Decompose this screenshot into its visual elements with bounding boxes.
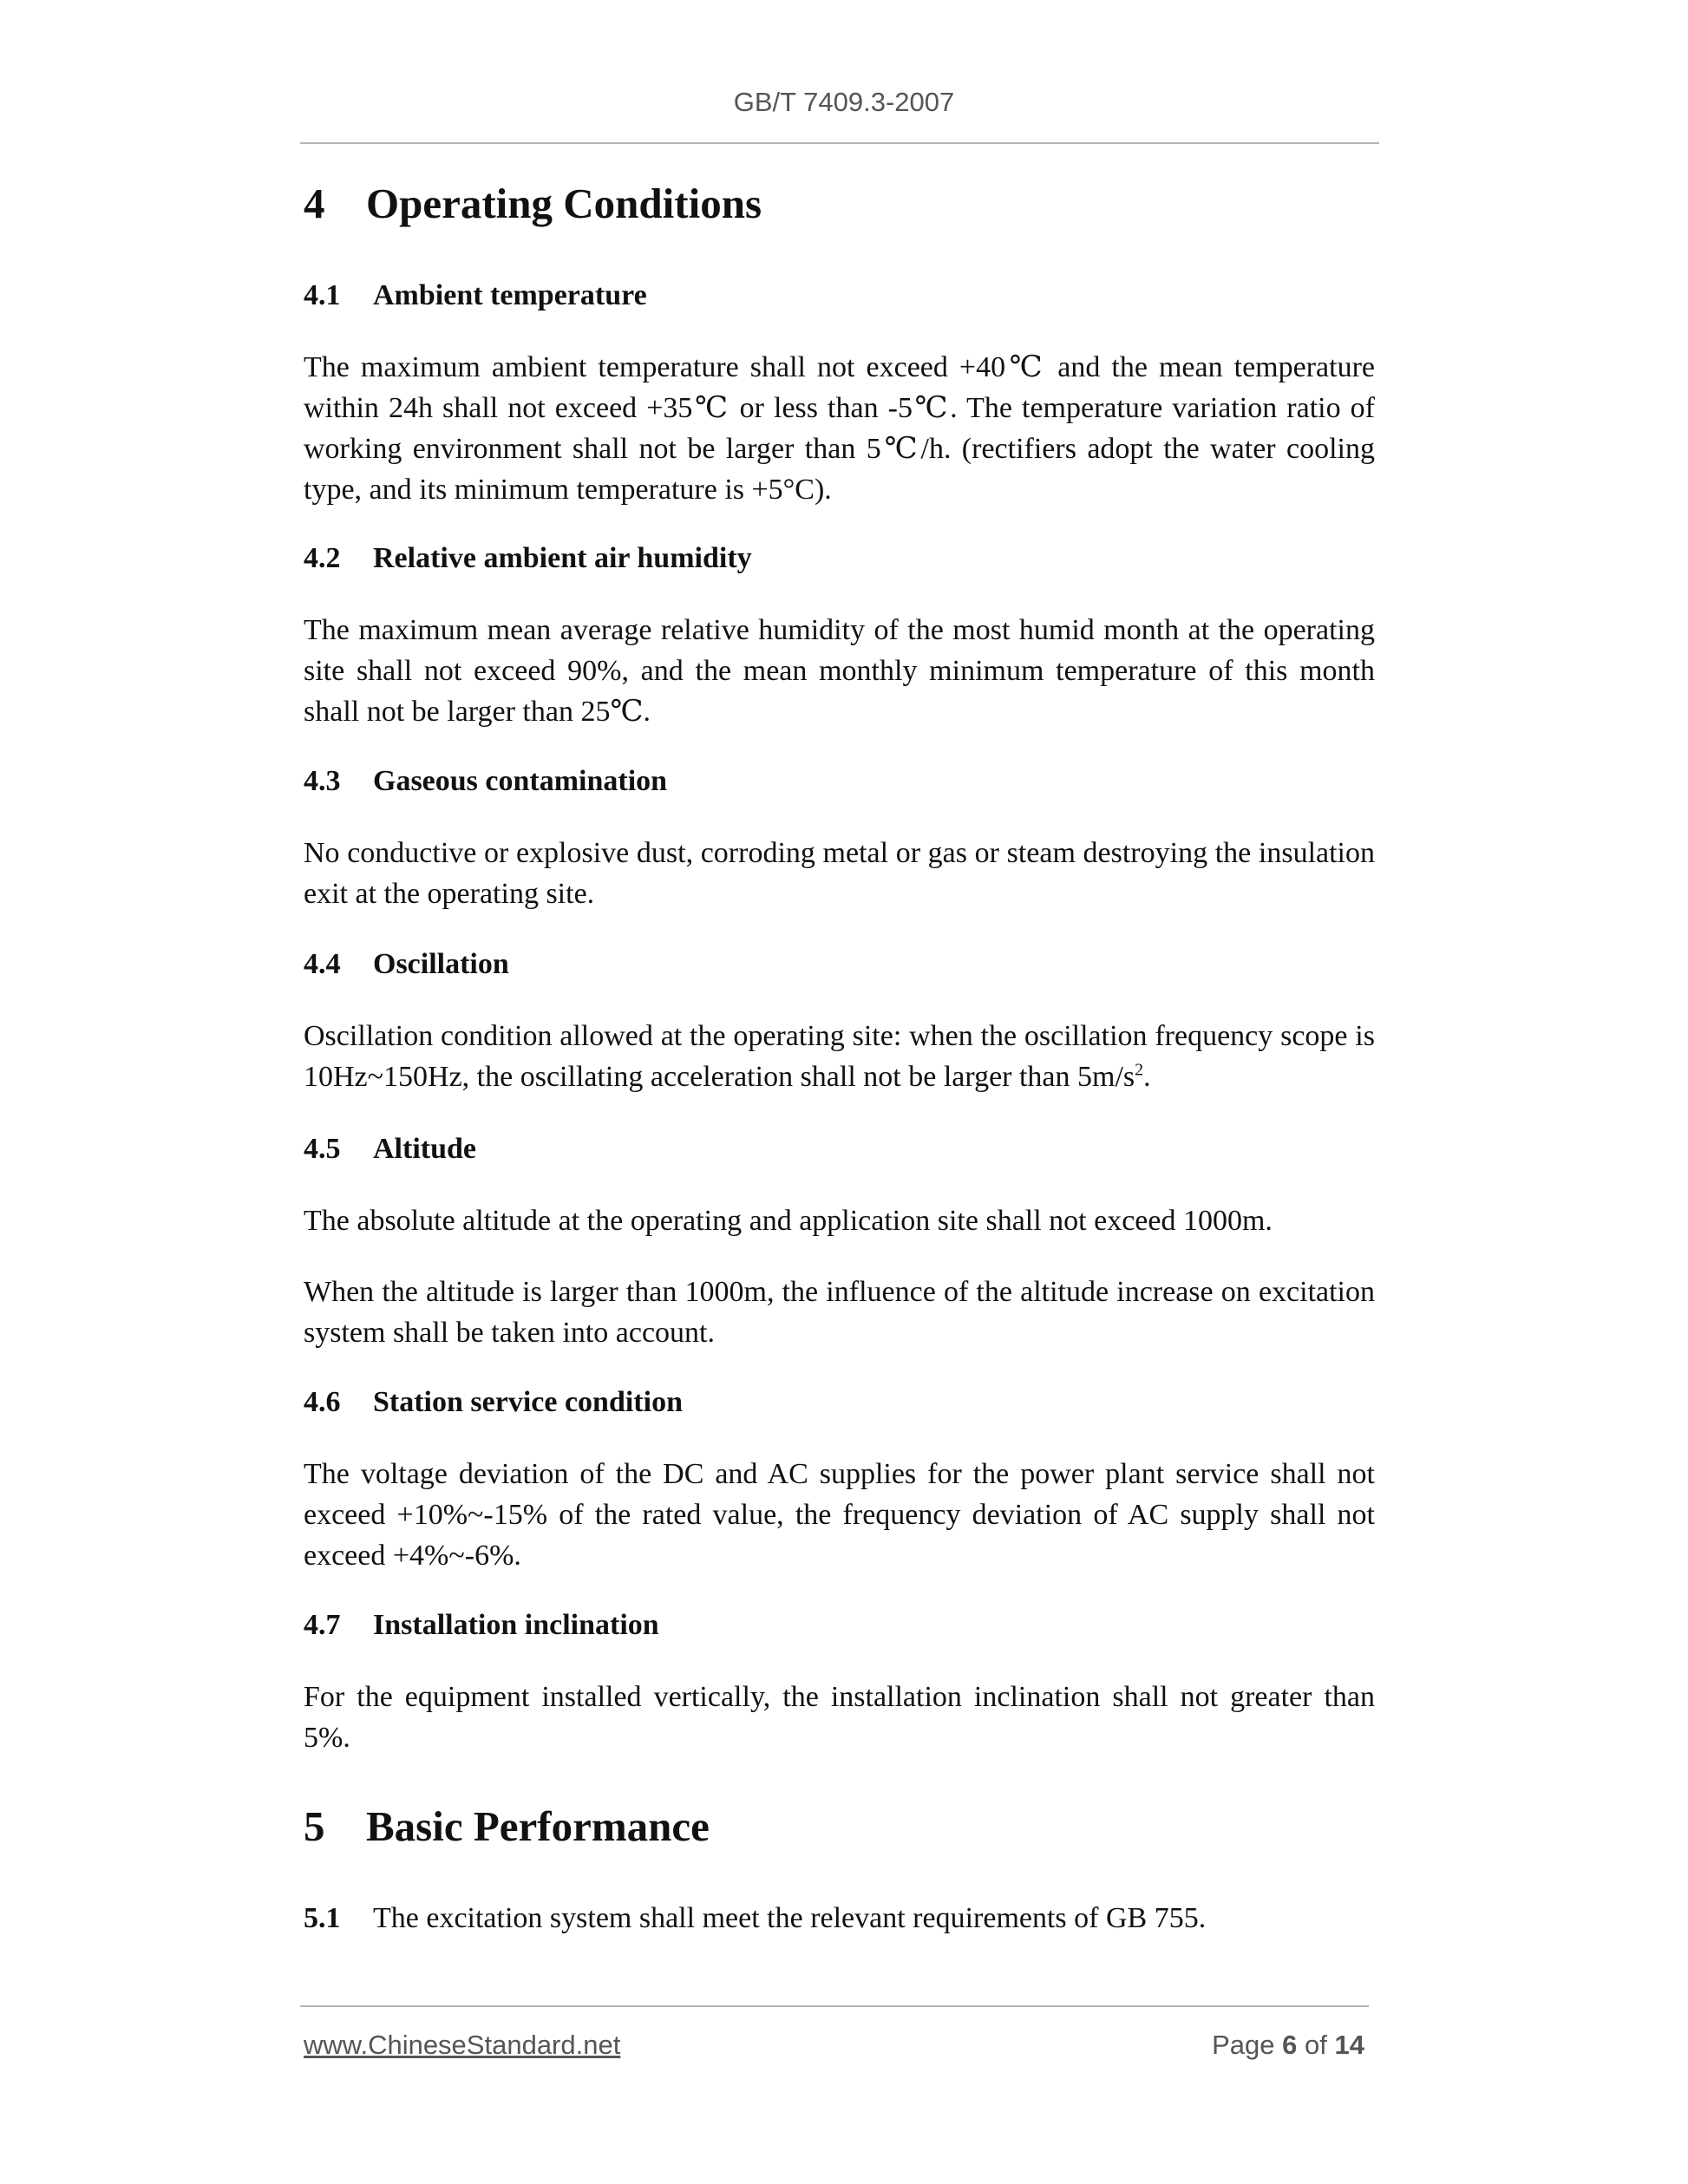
website-link[interactable]: www.ChineseStandard.net	[304, 2030, 621, 2060]
superscript-exponent: 2	[1135, 1060, 1144, 1080]
subsection-title: Oscillation	[373, 948, 509, 980]
section-5-heading	[304, 1801, 710, 1851]
section-4-heading	[304, 179, 762, 228]
page-word: Page	[1212, 2030, 1275, 2060]
clause-number: 5.1	[304, 1902, 341, 1934]
subsection-4-3-heading	[304, 765, 667, 798]
subsection-number: 4.1	[304, 279, 341, 311]
subsection-title: Relative ambient air humidity	[373, 542, 752, 574]
subsection-number: 4.7	[304, 1609, 341, 1641]
subsection-number: 4.2	[304, 542, 341, 574]
section-title: Basic Performance	[366, 1802, 710, 1850]
footer-divider	[300, 2005, 1369, 2007]
station-service-paragraph: The voltage deviation of the DC and AC supplies for the power plant service shall not exceed +10%~-15% of the rated value, the frequency deviation of AC supply shall not exceed +4%~-6%.	[304, 1458, 1375, 1572]
subsection-number: 4.6	[304, 1386, 341, 1418]
page-current: 6	[1282, 2030, 1298, 2060]
subsection-4-5-heading	[304, 1133, 476, 1166]
subsection-number: 4.4	[304, 948, 341, 980]
subsection-4-7-heading	[304, 1609, 659, 1642]
subsection-number: 4.5	[304, 1133, 341, 1165]
ambient-temperature-paragraph: The maximum ambient temperature shall not exceed +40℃ and the mean temperature within 24h shall not exceed +35℃ or less than -5℃. The temperature variation ratio of working environment shall not be larger than 5℃/h. (rectifiers adopt the water cooling type, and its minimum temperature is +5°C).	[304, 351, 1375, 506]
altitude-paragraph-1: The absolute altitude at the operating and application site shall not exceed 1000m.	[304, 1205, 1273, 1237]
humidity-paragraph: The maximum mean average relative humidity of the most humid month at the operating site shall not exceed 90%, and the mean monthly minimum temperature of this month shall not be larger than 25℃.	[304, 614, 1375, 728]
page-indicator	[1212, 2030, 1364, 2061]
page-total: 14	[1334, 2030, 1364, 2060]
subsection-number: 4.3	[304, 765, 341, 797]
section-number: 5	[304, 1802, 325, 1850]
oscillation-text: Oscillation condition allowed at the operating site: when the oscillation frequency scope is 10Hz~150Hz, the oscillating acceleration shall not be larger than 5m/s	[304, 1020, 1375, 1093]
oscillation-paragraph	[304, 1016, 1375, 1097]
subsection-title: Ambient temperature	[373, 279, 647, 311]
header-standard-code: GB/T 7409.3-2007	[733, 87, 955, 117]
subsection-title: Station service condition	[373, 1386, 683, 1418]
clause-text: The excitation system shall meet the relevant requirements of GB 755.	[373, 1902, 1207, 1934]
subsection-title: Installation inclination	[373, 1609, 659, 1641]
section-title: Operating Conditions	[366, 180, 762, 227]
subsection-4-6-heading	[304, 1386, 683, 1419]
header-divider	[300, 142, 1379, 144]
clause-5-1	[304, 1902, 1206, 1935]
subsection-title: Altitude	[373, 1133, 476, 1165]
subsection-4-2-heading	[304, 542, 752, 575]
gaseous-contamination-paragraph: No conductive or explosive dust, corroding metal or gas or steam destroying the insulation exit at the operating site.	[304, 837, 1375, 910]
subsection-title: Gaseous contamination	[373, 765, 668, 797]
installation-inclination-paragraph: For the equipment installed vertically, the installation inclination shall not greater than 5%.	[304, 1681, 1375, 1754]
page-of-word: of	[1305, 2030, 1327, 2060]
oscillation-text-end: .	[1143, 1061, 1151, 1093]
subsection-4-4-heading	[304, 948, 509, 981]
altitude-paragraph-2: When the altitude is larger than 1000m, the influence of the altitude increase on excitation system shall be taken into account.	[304, 1276, 1375, 1349]
section-number: 4	[304, 180, 325, 227]
subsection-4-1-heading	[304, 279, 647, 312]
